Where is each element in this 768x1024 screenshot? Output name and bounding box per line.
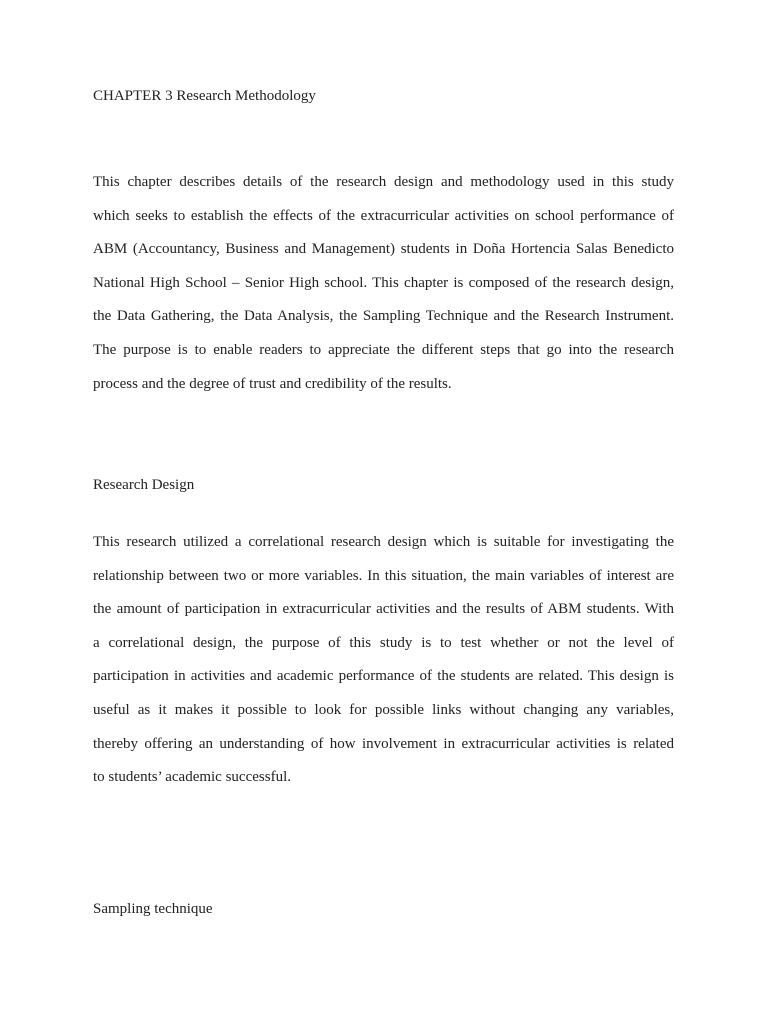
paragraph-line: the Data Gathering, the Data Analysis, the Sampling Technique and the Research Instrument. <box>93 308 674 325</box>
paragraph-line: participation in activities and academic performance of the students are related. This design is <box>93 668 674 685</box>
paragraph-line: useful as it makes it possible to look for possible links without changing any variables, <box>93 701 674 718</box>
paragraph-line: the amount of participation in extracurricular activities and the results of ABM students. With <box>93 601 674 618</box>
paragraph-line: process and the degree of trust and credibility of the results. <box>93 375 452 392</box>
intro-paragraph <box>93 166 674 401</box>
paragraph-line: This chapter describes details of the research design and methodology used in this study <box>93 174 674 190</box>
research-design-paragraph <box>93 526 674 795</box>
chapter-title: CHAPTER 3 Research Methodology <box>93 88 316 104</box>
paragraph-line: relationship between two or more variables. In this situation, the main variables of interest are <box>93 567 674 584</box>
sampling-technique-heading: Sampling technique <box>93 901 213 917</box>
paragraph-line: a correlational design, the purpose of this study is to test whether or not the level of <box>93 634 674 651</box>
paragraph-line: thereby offering an understanding of how involvement in extracurricular activities is related <box>93 735 674 752</box>
paragraph-line: The purpose is to enable readers to appreciate the different steps that go into the research <box>93 341 674 358</box>
paragraph-line: which seeks to establish the effects of the extracurricular activities on school performance of <box>93 207 674 224</box>
research-design-heading: Research Design <box>93 477 195 493</box>
paragraph-line: This research utilized a correlational research design which is suitable for investigating the <box>93 534 674 550</box>
paragraph-line: ABM (Accountancy, Business and Management) students in Doña Hortencia Salas Benedicto <box>93 241 674 258</box>
paragraph-line: to students’ academic successful. <box>93 769 291 786</box>
paragraph-line: National High School – Senior High school. This chapter is composed of the research design, <box>93 274 674 291</box>
